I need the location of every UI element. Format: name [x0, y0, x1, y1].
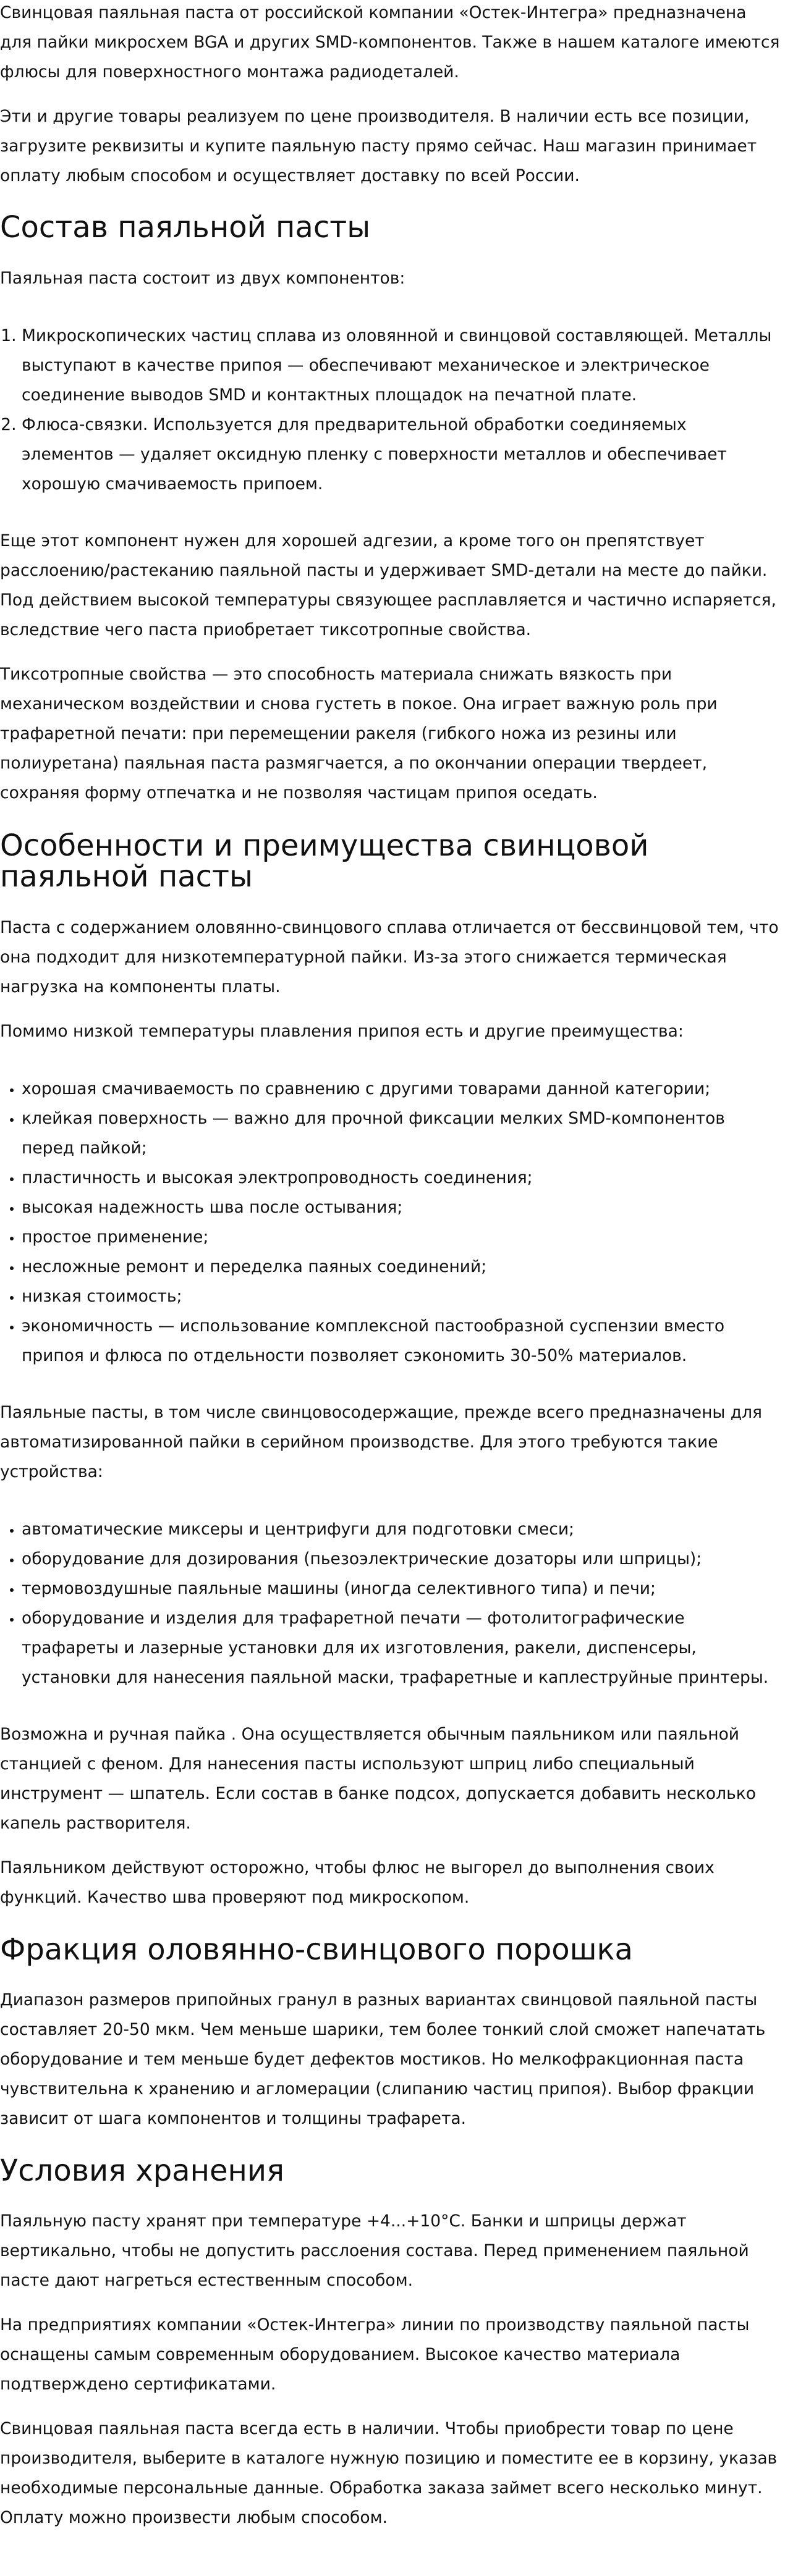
- list-item: • термовоздушные паяльные машины (иногда селективного типа) и печи;: [22, 1574, 780, 1604]
- features-paragraph-1: Паста с содержанием оловянно-свинцового сплава отличается от бессвинцовой тем, что она подходит для низкотемпературной пайки. Из-за этого снижается термическая нагрузка на компоненты платы.: [0, 918, 779, 996]
- list-item: • простое применение;: [22, 1223, 780, 1252]
- features-paragraph-5: Паяльником действуют осторожно, чтобы флюс не выгорел до выполнения своих функций. Качество шва проверяют под микроскопом.: [0, 1858, 715, 1907]
- features-paragraph-4: Возможна и ручная пайка . Она осуществляется обычным паяльником или паяльной станцией с феном. Для нанесения пасты используют шприц либо специальный инструмент — шпатель. Если состав в банке подсох, допускается добавить несколько капель растворителя.: [0, 1725, 756, 1833]
- composition-paragraph-4: Тиксотропные свойства — это способность материала снижать вязкость при механическом воздействии и снова густеть в покое. Она играет важную роль при трафаретной печати: при перемещении ракеля (гибкого ножа из резины или полиуретана) паяльная паста размягчается, а по окончании операции твердеет, сохраняя форму отпечатка и не позволяя частицам припоя оседать.: [0, 665, 718, 802]
- intro-paragraph-2: Эти и другие товары реализуем по цене производителя. В наличии есть все позиции, загрузите реквизиты и купите паяльную пасту прямо сейчас. Наш магазин принимает оплату любым способом и осуществляет доставку по всей России.: [0, 107, 757, 185]
- features-paragraph-2: Помимо низкой температуры плавления припоя есть и другие преимущества:: [0, 1022, 684, 1041]
- storage-paragraph-3: Свинцовая паяльная паста всегда есть в наличии. Чтобы приобрести товар по цене производителя, выберите в каталоге нужную позицию и поместите ее в корзину, указав необходимые персональные данные. Обработка заказа займет всего несколько минут. Оплату можно произвести любым способом.: [0, 2419, 778, 2527]
- list-item: • несложные ремонт и переделка паяных соединений;: [22, 1252, 780, 1282]
- storage-paragraph-2: На предприятиях компании «Остек-Интегра» линии по производству паяльной пасты оснащены самым современным оборудованием. Высокое качество материала подтверждено сертификатами.: [0, 2315, 750, 2394]
- list-item: • хорошая смачиваемость по сравнению с другими товарами данной категории;: [22, 1074, 780, 1104]
- advantages-list: [0, 1074, 780, 1371]
- list-item: • высокая надежность шва после остывания;: [22, 1193, 780, 1223]
- features-paragraph-3: Паяльные пасты, в том числе свинцовосодержащие, прежде всего предназначены для автоматизированной пайки в серийном производстве. Для этого требуются такие устройства:: [0, 1403, 762, 1481]
- storage-paragraph-1: Паяльную пасту хранят при температуре +4...+10°C. Банки и шприцы держат вертикально, чтобы не допустить расслоения состава. Перед применением паяльной пасте дают нагреться естественным способом.: [0, 2212, 749, 2290]
- list-item: 1. Микроскопических частиц сплава из оловянной и свинцовой составляющей. Металлы выступают в качестве припоя — обеспечивают механическое и электрическое соединение выводов SMD и контактных площадок на печатной плате.: [22, 321, 780, 410]
- list-item: • низкая стоимость;: [22, 1282, 780, 1311]
- list-item: • автоматические миксеры и центрифуги для подготовки смеси;: [22, 1515, 780, 1544]
- list-item: 2. Флюса-связки. Используется для предварительной обработки соединяемых элементов — удаляет оксидную пленку с поверхности металлов и обеспечивает хорошую смачиваемость припоем.: [22, 410, 780, 499]
- composition-paragraph-3: Еще этот компонент нужен для хорошей адгезии, а кроме того он препятствует расслоению/растеканию паяльной пасты и удерживает SMD-детали на месте до пайки. Под действием высокой температуры связующее расплавляется и частично испаряется, вследствие чего паста приобретает тиксотропные свойства.: [0, 531, 776, 639]
- list-item: • пластичность и высокая электропроводность соединения;: [22, 1163, 780, 1193]
- section-heading-features: Особенности и преимущества свинцовой паяльной пасты: [0, 828, 649, 894]
- composition-lead: Паяльная паста состоит из двух компонентов:: [0, 269, 405, 288]
- section-heading-composition: Состав паяльной пасты: [0, 210, 371, 245]
- fraction-paragraph-1: Диапазон размеров припойных гранул в разных вариантах свинцовой паяльной пасты составляет 20-50 мкм. Чем меньше шарики, тем более тонкий слой сможет напечатать оборудование и тем меньше будет дефектов мостиков. Но мелкофракционная паста чувствительна к хранению и агломерации (слипанию частиц припоя). Выбор фракции зависит от шага компонентов и толщины трафарета.: [0, 1990, 766, 2128]
- section-heading-storage: Условия хранения: [0, 2153, 284, 2188]
- devices-list: [0, 1515, 780, 1693]
- section-heading-fraction: Фракция оловянно-свинцового порошка: [0, 1932, 633, 1967]
- list-item: • клейкая поверхность — важно для прочной фиксации мелких SMD-компонентов перед пайкой;: [22, 1104, 780, 1163]
- list-item: • оборудование и изделия для трафаретной печати — фотолитографические трафареты и лазерные установки для их изготовления, ракели, диспенсеры, установки для нанесения паяльной маски, трафаретные и каплеструйные принтеры.: [22, 1604, 780, 1693]
- intro-paragraph-1: Свинцовая паяльная паста от российской компании «Остек-Интегра» предназначена для пайки микросхем BGA и других SMD-компонентов. Также в нашем каталоге имеются флюсы для поверхностного монтажа радиодеталей.: [0, 3, 780, 82]
- list-item: • оборудование для дозирования (пьезоэлектрические дозаторы или шприцы);: [22, 1544, 780, 1574]
- composition-list: [0, 321, 780, 499]
- list-item: • экономичность — использование комплексной пастообразной суспензии вместо припоя и флюса по отдельности позволяет сэкономить 30-50% материалов.: [22, 1311, 780, 1371]
